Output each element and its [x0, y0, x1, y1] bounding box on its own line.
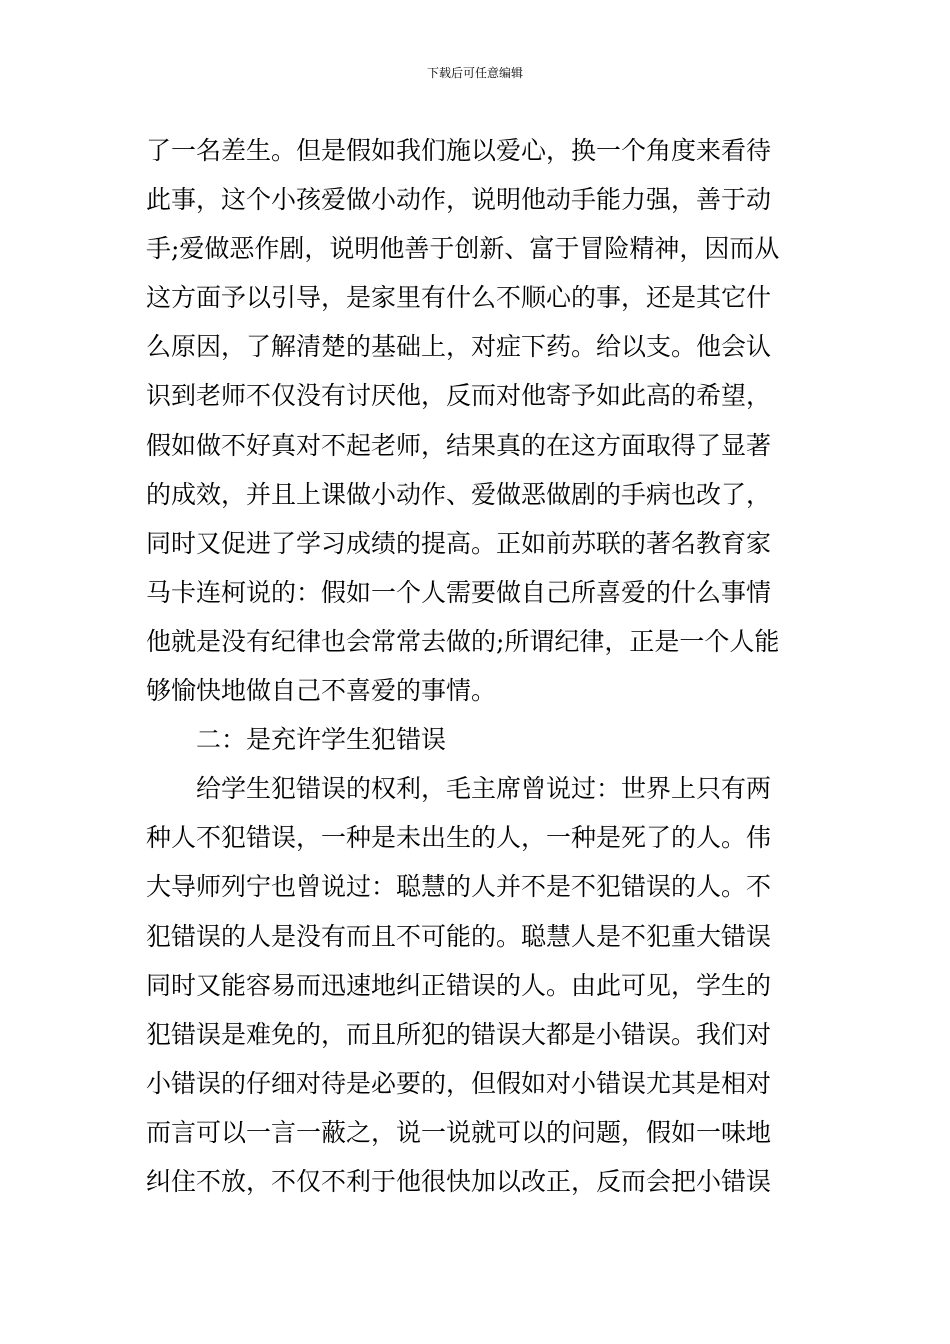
text-line: 么原因，了解清楚的基础上，对症下药。给以支。他会认 — [146, 332, 772, 362]
text-line: 给学生犯错误的权利，毛主席曾说过：世界上只有两 — [196, 774, 772, 804]
section-heading: 二：是充许学生犯错误 — [196, 725, 447, 755]
document-body — [146, 126, 810, 1206]
text-line: 手;爱做恶作剧，说明他善于创新、富于冒险精神，因而从 — [146, 234, 780, 264]
text-line: 种人不犯错误，一种是未出生的人，一种是死了的人。伟 — [146, 823, 772, 853]
page-header: 下载后可任意编辑 — [426, 66, 523, 80]
text-line: 他就是没有纪律也会常常去做的;所谓纪律，正是一个人能 — [146, 626, 780, 656]
text-line: 纠住不放，不仅不利于他很快加以改正，反而会把小错误 — [146, 1166, 772, 1196]
text-line: 犯错误的人是没有而且不可能的。聪慧人是不犯重大错误 — [146, 921, 772, 951]
text-line: 而言可以一言一蔽之，说一说就可以的问题，假如一味地 — [146, 1117, 772, 1147]
text-line: 马卡连柯说的：假如一个人需要做自己所喜爱的什么事情 — [146, 577, 772, 607]
text-line: 此事，这个小孩爱做小动作，说明他动手能力强，善于动 — [146, 185, 772, 215]
text-line: 同时又能容易而迅速地纠正错误的人。由此可见，学生的 — [146, 970, 772, 1000]
text-line: 这方面予以引导，是家里有什么不顺心的事，还是其它什 — [146, 283, 772, 313]
text-line: 的成效，并且上课做小动作、爱做恶做剧的手病也改了， — [146, 479, 772, 509]
text-line: 犯错误是难免的，而且所犯的错误大都是小错误。我们对 — [146, 1019, 772, 1049]
text-line: 了一名差生。但是假如我们施以爱心，换一个角度来看待 — [146, 136, 772, 165]
text-line: 同时又促进了学习成绩的提高。正如前苏联的著名教育家 — [146, 528, 772, 558]
text-line: 识到老师不仅没有讨厌他，反而对他寄予如此高的希望， — [146, 381, 772, 411]
text-line: 假如做不好真对不起老师，结果真的在这方面取得了显著 — [146, 430, 772, 460]
text-line: 大导师列宁也曾说过：聪慧的人并不是不犯错误的人。不 — [146, 872, 772, 902]
text-line: 够愉快地做自己不喜爱的事情。 — [146, 676, 497, 706]
text-line: 小错误的仔细对待是必要的，但假如对小错误尤其是相对 — [146, 1068, 772, 1098]
